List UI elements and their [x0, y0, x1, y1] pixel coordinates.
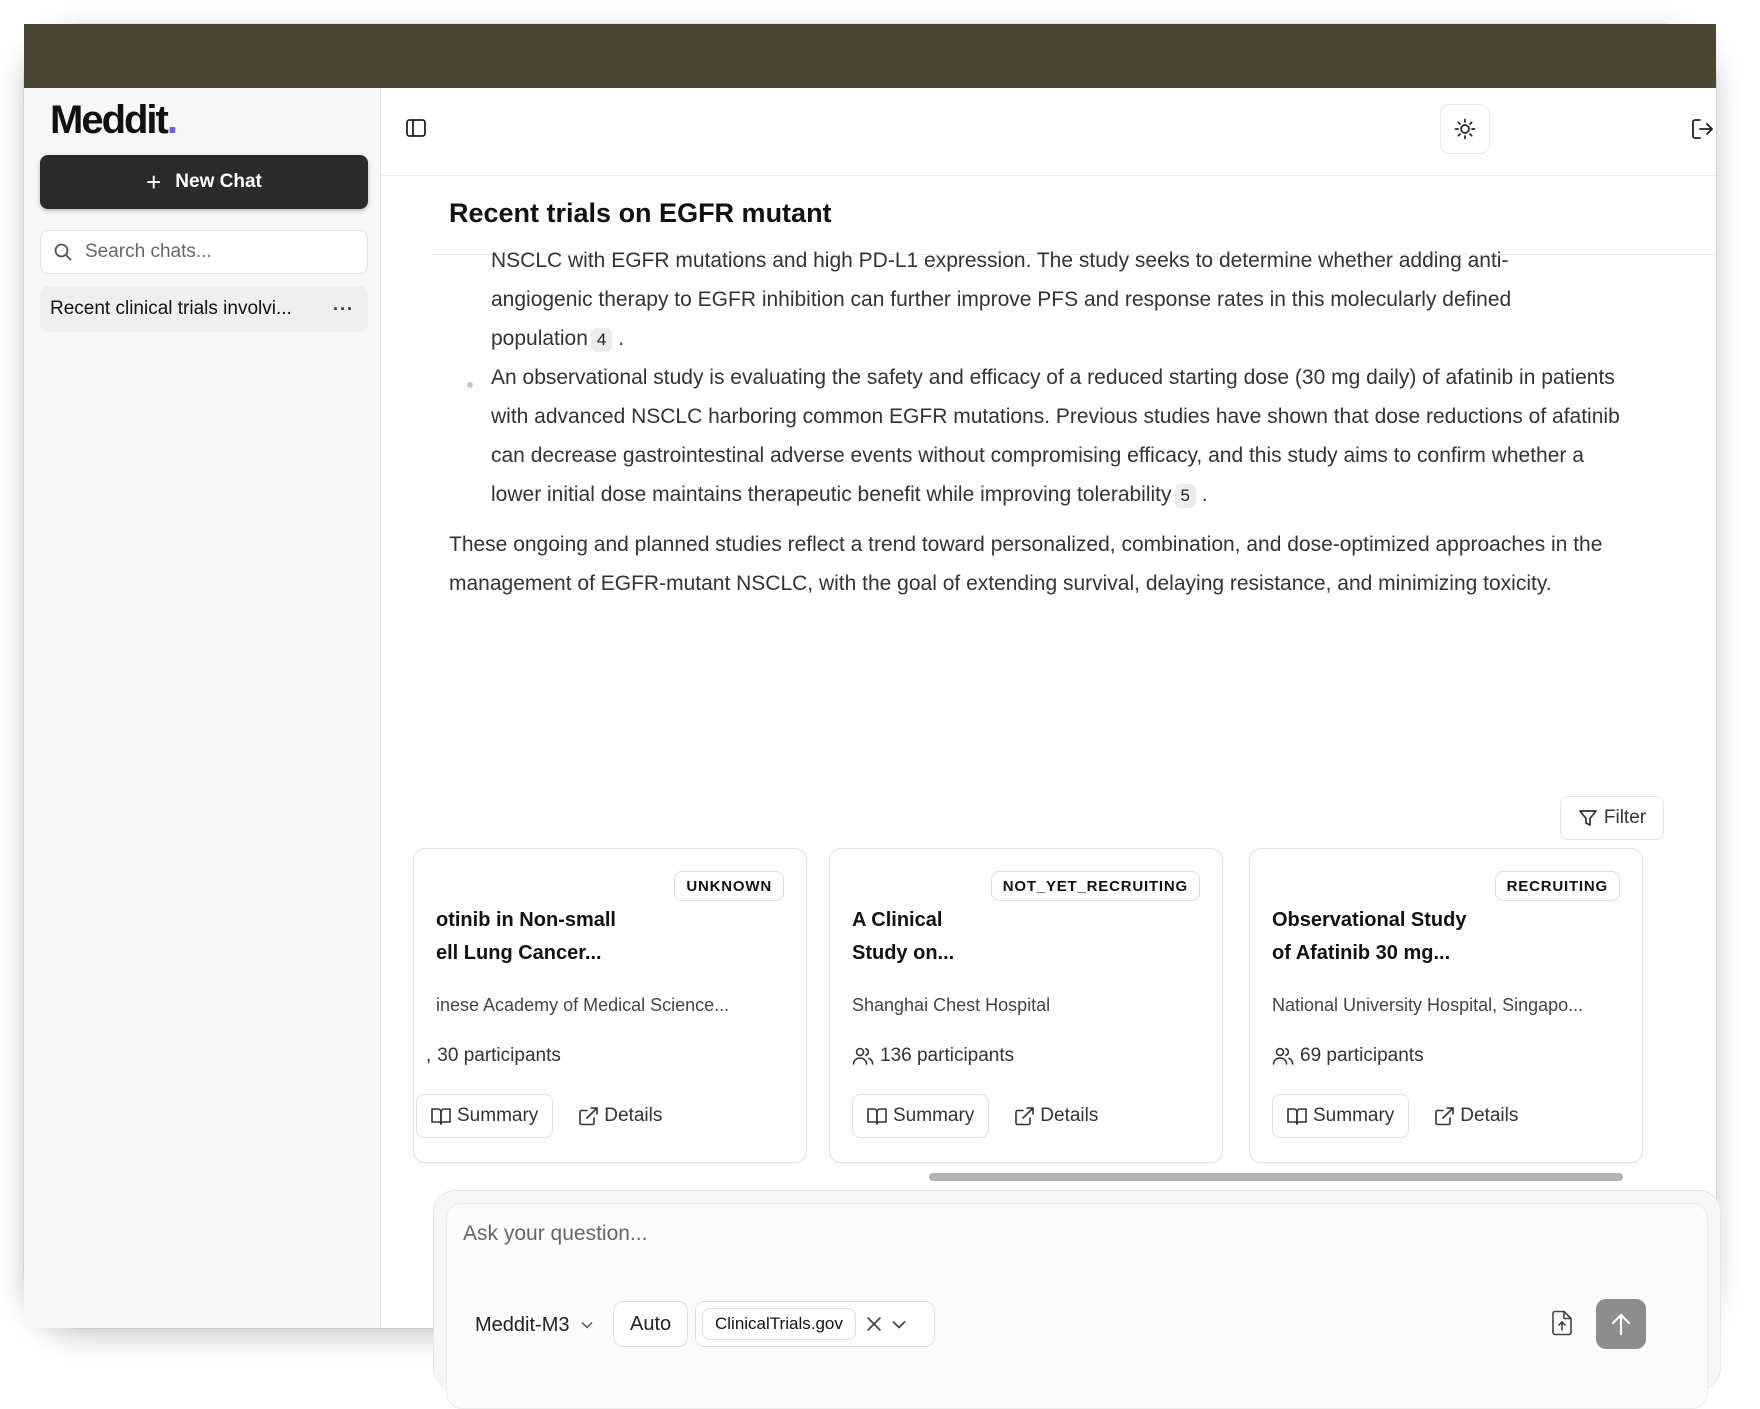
summary-label: Summary — [1313, 1105, 1395, 1126]
app-window — [24, 24, 1716, 1336]
sidebar-chat-item[interactable] — [40, 286, 368, 332]
filter-icon — [1578, 808, 1598, 828]
top-bar — [381, 88, 1716, 176]
external-link-icon — [579, 1107, 598, 1126]
logout-icon[interactable] — [1691, 118, 1715, 140]
participants-count: 30 participants — [437, 1045, 561, 1066]
question-input[interactable] — [463, 1222, 1463, 1246]
auto-label: Auto — [630, 1312, 672, 1335]
composer — [433, 1190, 1721, 1390]
external-link-icon — [1435, 1107, 1454, 1126]
sidebar — [24, 88, 381, 1328]
trial-title-line: Study on... — [852, 942, 955, 964]
bullet-dot — [467, 382, 473, 388]
new-chat-button[interactable] — [40, 155, 368, 209]
card-actions — [436, 1094, 662, 1138]
book-icon — [1287, 1107, 1307, 1125]
plus-icon: + — [146, 167, 162, 197]
trial-sponsor: National University Hospital, Singapo... — [1272, 995, 1584, 1015]
participants-prefix: , — [426, 1045, 432, 1066]
status-badge: RECRUITING — [1495, 871, 1620, 901]
theme-toggle-button[interactable] — [1440, 104, 1490, 154]
card-actions — [1272, 1094, 1518, 1138]
details-link[interactable] — [579, 1105, 662, 1127]
auto-mode-button[interactable] — [613, 1301, 688, 1347]
trial-participants — [852, 1045, 1014, 1067]
source-chip: ClinicalTrials.gov — [702, 1308, 856, 1340]
answer-paragraph-3: These ongoing and planned studies reflect a trend toward personalized, combination, and dose-optimized approaches in the management of EGFR-mutant NSCLC, with the goal of extending survival, delaying resistance, and minimizing toxicity. — [449, 533, 1603, 595]
more-options-icon[interactable]: ··· — [333, 298, 354, 319]
trial-sponsor: Shanghai Chest Hospital — [852, 995, 1051, 1015]
paragraph-period: . — [1201, 483, 1208, 506]
trial-card — [1249, 848, 1643, 1163]
filter-button[interactable] — [1560, 796, 1664, 840]
logo-text: Meddit — [50, 98, 167, 142]
trial-title-line: A Clinical — [852, 909, 943, 931]
users-icon — [1272, 1046, 1294, 1066]
arrow-up-icon — [1610, 1312, 1632, 1336]
status-badge: NOT_YET_RECRUITING — [991, 871, 1200, 901]
summary-button[interactable] — [852, 1094, 989, 1138]
trial-title[interactable] — [1272, 904, 1502, 970]
summary-button[interactable] — [1272, 1094, 1409, 1138]
trial-sponsor: inese Academy of Medical Science... — [436, 995, 730, 1015]
answer-paragraph-2 — [491, 358, 1631, 514]
chevron-down-icon — [581, 1321, 593, 1329]
trial-title-line: ell Lung Cancer... — [436, 942, 602, 964]
summary-label: Summary — [893, 1105, 975, 1126]
main-panel — [381, 88, 1716, 1336]
external-link-icon — [1015, 1107, 1034, 1126]
model-select[interactable] — [475, 1303, 593, 1347]
book-icon — [867, 1107, 887, 1125]
chat-item-label: Recent clinical trials involvi... — [50, 298, 292, 319]
status-badge: UNKNOWN — [674, 871, 784, 901]
trial-participants — [426, 1045, 561, 1067]
citation-badge[interactable]: 5 — [1175, 484, 1196, 508]
search-icon — [53, 242, 73, 262]
chat-title: Recent trials on EGFR mutant — [449, 198, 832, 228]
filter-label: Filter — [1603, 807, 1647, 828]
summary-label: Summary — [457, 1105, 539, 1126]
trial-title-line: otinib in Non-small — [436, 909, 616, 931]
details-label: Details — [1460, 1105, 1519, 1126]
window-titlebar — [24, 24, 1716, 88]
trial-title[interactable] — [852, 904, 1082, 970]
new-chat-label: New Chat — [175, 171, 262, 192]
attach-file-icon[interactable] — [1551, 1310, 1573, 1336]
sun-icon — [1454, 118, 1476, 140]
trial-title-line: Observational Study — [1272, 909, 1467, 931]
logo-dot: . — [166, 98, 176, 142]
trial-participants — [1272, 1045, 1424, 1067]
sidebar-toggle-icon[interactable] — [405, 117, 427, 139]
source-select[interactable] — [695, 1301, 935, 1347]
carousel-scrollbar[interactable] — [929, 1173, 1623, 1181]
participants-count: 69 participants — [1300, 1045, 1424, 1066]
composer-inner — [446, 1203, 1708, 1409]
users-icon — [852, 1046, 874, 1066]
details-label: Details — [1040, 1105, 1099, 1126]
details-link[interactable] — [1015, 1105, 1098, 1127]
summary-button[interactable] — [416, 1094, 553, 1138]
paragraph-text: NSCLC with EGFR mutations and high PD-L1 expression. The study seeks to determine whether adding anti-angiogenic therapy to EGFR inhibition can further improve PFS and response rates in this molecularly defined population — [491, 249, 1512, 350]
app-logo[interactable] — [50, 98, 176, 143]
card-actions — [852, 1094, 1098, 1138]
citation-badge[interactable]: 4 — [591, 328, 612, 352]
book-icon — [431, 1107, 451, 1125]
trial-card — [829, 848, 1223, 1163]
chevron-down-icon[interactable] — [892, 1320, 906, 1329]
trial-title-line: of Afatinib 30 mg... — [1272, 942, 1451, 964]
answer-paragraph-1 — [491, 241, 1531, 358]
trial-cards-carousel[interactable] — [426, 848, 1664, 1158]
paragraph-text: An observational study is evaluating the safety and efficacy of a reduced starting dose (30 mg daily) of afatinib in patients with advanced NSCLC harboring common EGFR mutations. Previous studies have shown that dose reductions of afatinib can decrease gastrointestinal adverse events without compromising efficacy, and this study aims to confirm whether a lower initial dose maintains therapeutic benefit while improving tolerability — [491, 366, 1620, 506]
trial-title[interactable] — [436, 904, 666, 970]
model-label: Meddit-M3 — [475, 1313, 570, 1336]
send-button[interactable] — [1596, 1299, 1646, 1349]
participants-count: 136 participants — [880, 1045, 1015, 1066]
search-chats-input[interactable] — [85, 241, 345, 263]
details-link[interactable] — [1435, 1105, 1518, 1127]
details-label: Details — [604, 1105, 663, 1126]
message-content — [381, 249, 1716, 1175]
paragraph-period: . — [618, 327, 625, 350]
trial-card — [413, 848, 807, 1163]
search-chats-box — [40, 230, 368, 274]
close-icon[interactable] — [866, 1316, 882, 1332]
